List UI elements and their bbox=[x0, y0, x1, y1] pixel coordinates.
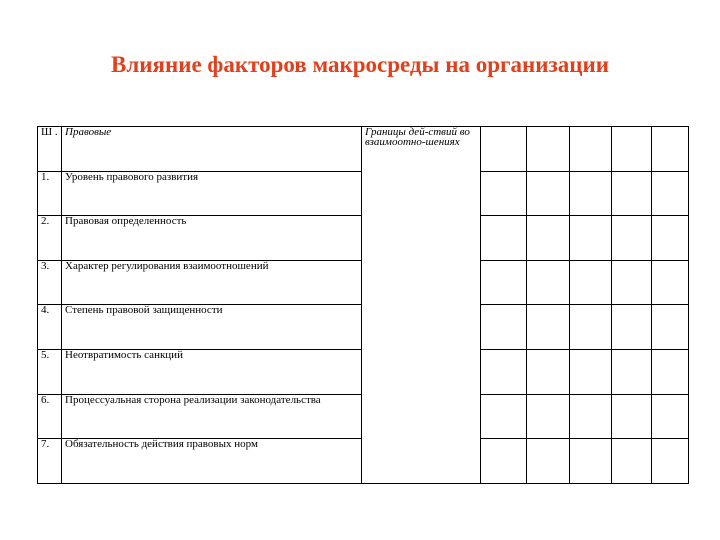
row-num: 3. bbox=[38, 260, 62, 305]
empty-cell bbox=[570, 394, 612, 439]
empty-cell bbox=[527, 260, 570, 305]
empty-cell bbox=[612, 349, 652, 394]
empty-cell bbox=[481, 439, 527, 484]
empty-cell bbox=[652, 127, 689, 172]
row-factor: Степень правовой защищенности bbox=[62, 305, 362, 350]
row-factor: Правовая определенность bbox=[62, 216, 362, 261]
empty-cell bbox=[570, 349, 612, 394]
row-num: 5. bbox=[38, 349, 62, 394]
empty-cell bbox=[612, 216, 652, 261]
row-num: 7. bbox=[38, 439, 62, 484]
empty-cell bbox=[652, 171, 689, 216]
boundary-cell: Границы дей-ствий во взаимоотно-шениях bbox=[362, 127, 481, 484]
empty-cell bbox=[652, 349, 689, 394]
empty-cell bbox=[527, 171, 570, 216]
header-num-cell: Ш . bbox=[38, 127, 62, 172]
empty-cell bbox=[481, 349, 527, 394]
row-factor: Уровень правового развития bbox=[62, 171, 362, 216]
factors-table bbox=[37, 126, 689, 484]
empty-cell bbox=[527, 127, 570, 172]
empty-cell bbox=[527, 349, 570, 394]
empty-cell bbox=[570, 216, 612, 261]
empty-cell bbox=[527, 439, 570, 484]
empty-cell bbox=[481, 260, 527, 305]
empty-cell bbox=[652, 260, 689, 305]
row-factor: Процессуальная сторона реализации законодательства bbox=[62, 394, 362, 439]
empty-cell bbox=[652, 305, 689, 350]
empty-cell bbox=[481, 305, 527, 350]
page-title: Влияние факторов макросреды на организации bbox=[111, 52, 609, 77]
empty-cell bbox=[481, 171, 527, 216]
empty-cell bbox=[570, 127, 612, 172]
empty-cell bbox=[527, 216, 570, 261]
empty-cell bbox=[570, 171, 612, 216]
empty-cell bbox=[570, 439, 612, 484]
empty-cell bbox=[612, 439, 652, 484]
empty-cell bbox=[481, 216, 527, 261]
row-num: 2. bbox=[38, 216, 62, 261]
empty-cell bbox=[481, 394, 527, 439]
table-header-row bbox=[38, 127, 689, 172]
empty-cell bbox=[481, 127, 527, 172]
header-factor-cell: Правовые bbox=[62, 127, 362, 172]
empty-cell bbox=[570, 260, 612, 305]
empty-cell bbox=[652, 216, 689, 261]
row-factor: Неотвратимость санкций bbox=[62, 349, 362, 394]
empty-cell bbox=[652, 394, 689, 439]
empty-cell bbox=[652, 439, 689, 484]
empty-cell bbox=[527, 394, 570, 439]
row-factor: Характер регулирования взаимоотношений bbox=[62, 260, 362, 305]
row-num: 4. bbox=[38, 305, 62, 350]
empty-cell bbox=[612, 305, 652, 350]
row-factor: Обязательность действия правовых норм bbox=[62, 439, 362, 484]
empty-cell bbox=[570, 305, 612, 350]
empty-cell bbox=[527, 305, 570, 350]
row-num: 6. bbox=[38, 394, 62, 439]
empty-cell bbox=[612, 260, 652, 305]
empty-cell bbox=[612, 171, 652, 216]
empty-cell bbox=[612, 394, 652, 439]
row-num: 1. bbox=[38, 171, 62, 216]
empty-cell bbox=[612, 127, 652, 172]
